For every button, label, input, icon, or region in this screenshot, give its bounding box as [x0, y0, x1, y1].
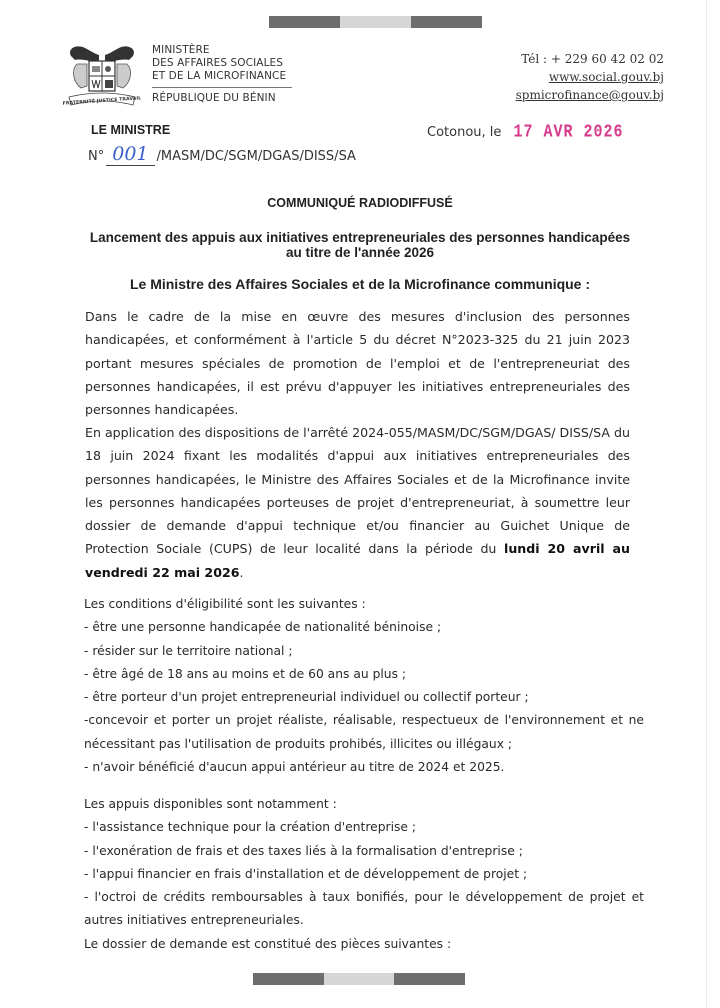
list-item: - résider sur le territoire national ;	[84, 643, 293, 658]
phone-number: Tél : + 229 60 42 02 02	[521, 52, 664, 66]
ministry-block	[152, 44, 292, 105]
document-subtitle	[80, 230, 640, 260]
list-item: - n'avoir bénéficié d'aucun appui antérieur au titre de 2024 et 2025.	[84, 760, 505, 775]
list-item: - l'octroi de crédits remboursables à taux bonifiés, pour le développement de projet et autres initiatives entrepreneuriales.	[84, 890, 644, 928]
list-item: - l'assistance technique pour la création d'entreprise ;	[84, 820, 417, 835]
flag-bar-segment	[324, 973, 395, 985]
list-heading: Les appuis disponibles sont notamment :	[84, 797, 337, 811]
flag-bar-top	[269, 16, 482, 28]
email-link[interactable]: spmicrofinance@gouv.bj	[515, 88, 664, 102]
flag-bar-segment	[253, 973, 324, 985]
paragraph-text	[85, 421, 630, 584]
ministry-line: ET DE LA MICROFINANCE	[152, 70, 287, 82]
list-item: -concevoir et porter un projet réaliste, réalisable, respectueux de l'environnement et ne nécessitant pas l'utilisation de produits prohibés, illicites ou illégaux ;	[84, 713, 644, 751]
list-heading: Les conditions d'éligibilité sont les suivantes :	[84, 597, 366, 611]
flag-bar-segment	[394, 973, 465, 985]
flag-bar-segment	[340, 16, 411, 28]
contact-block	[516, 50, 664, 104]
flag-bar-segment	[411, 16, 482, 28]
ministry-line: MINISTÈRE	[152, 44, 210, 56]
flag-bar-segment	[269, 16, 340, 28]
date-stamp: 17 AVR 2026	[513, 122, 624, 143]
flag-bar-bottom	[253, 973, 465, 985]
divider	[152, 87, 292, 88]
submission-period: lundi 20 avril au vendredi 22 mai 2026	[85, 541, 630, 580]
subtitle-line: Lancement des appuis aux initiatives entrepreneuriales des personnes handicapées	[89, 230, 631, 245]
website-link[interactable]: www.social.gouv.bj	[548, 70, 664, 84]
paragraph-text: Dans le cadre de la mise en œuvre des mesures d'inclusion des personnes handicapées, et conformément à l'article 5 du décret N°2023-325 du 21 juin 2023 portant mesures spéciales de promotion de l'emploi et de l'entrepreneuriat des personnes handicapées, il est prévu d'appuyer les initiatives entrepreneuriales des personnes handicapées.	[85, 309, 630, 418]
list-item: - être porteur d'un projet entrepreneurial individuel ou collectif porteur ;	[84, 690, 529, 705]
paragraph-1	[85, 305, 630, 421]
paragraph-2	[85, 421, 630, 584]
sender: LE MINISTRE	[91, 123, 171, 137]
eligibility-conditions	[84, 593, 644, 779]
subtitle-line: au titre de l'année 2026	[285, 245, 435, 260]
available-supports	[84, 793, 644, 956]
list-item: - l'appui financier en frais d'installation et de développement de projet ;	[84, 866, 528, 881]
ref-handwritten-number: 001	[106, 143, 154, 166]
list-item: - être âgé de 18 ans au moins et de 60 ans au plus ;	[84, 666, 407, 681]
republic-name: RÉPUBLIQUE DU BÉNIN	[152, 92, 276, 104]
ref-suffix: /MASM/DC/SGM/DGAS/DISS/SA	[156, 149, 356, 164]
paragraph-text-end: .	[239, 564, 244, 580]
list-item: - être une personne handicapée de nationalité béninoise ;	[84, 620, 442, 635]
list-heading: Le dossier de demande est constitué des pièces suivantes :	[84, 936, 452, 951]
place-date	[427, 124, 624, 141]
document-title: COMMUNIQUÉ RADIODIFFUSÉ	[267, 196, 453, 210]
paragraph-text-part: En application des dispositions de l'arrêté 2024-055/MASM/DC/SGM/DGAS/ DISS/SA du 18 juin 2024 fixant les modalités d'appui aux initiatives entrepreneuriales des personnes handicapées, le Ministre des Affaires Sociales et de la Microfinance invite les personnes handicapées porteuses de projet d'entrepreneuriat, à soumettre leur dossier de demande d'appui technique et/ou financier au Guichet Unique de Protection Sociale (CUPS) de leur localité dans la période du	[85, 425, 630, 557]
intro-heading: Le Ministre des Affaires Sociales et de la Microfinance communique :	[129, 276, 591, 292]
ministry-line: DES AFFAIRES SOCIALES	[152, 57, 284, 69]
reference-number	[88, 143, 356, 165]
scan-page-edge	[706, 0, 707, 1008]
ref-prefix: N°	[88, 149, 105, 164]
list-item: - l'exonération de frais et des taxes liés à la formalisation d'entreprise ;	[84, 843, 523, 858]
place: Cotonou, le	[427, 125, 502, 140]
coat-of-arms-motto: FRATERNITÉ JUSTICE TRAVAIL	[62, 96, 142, 107]
